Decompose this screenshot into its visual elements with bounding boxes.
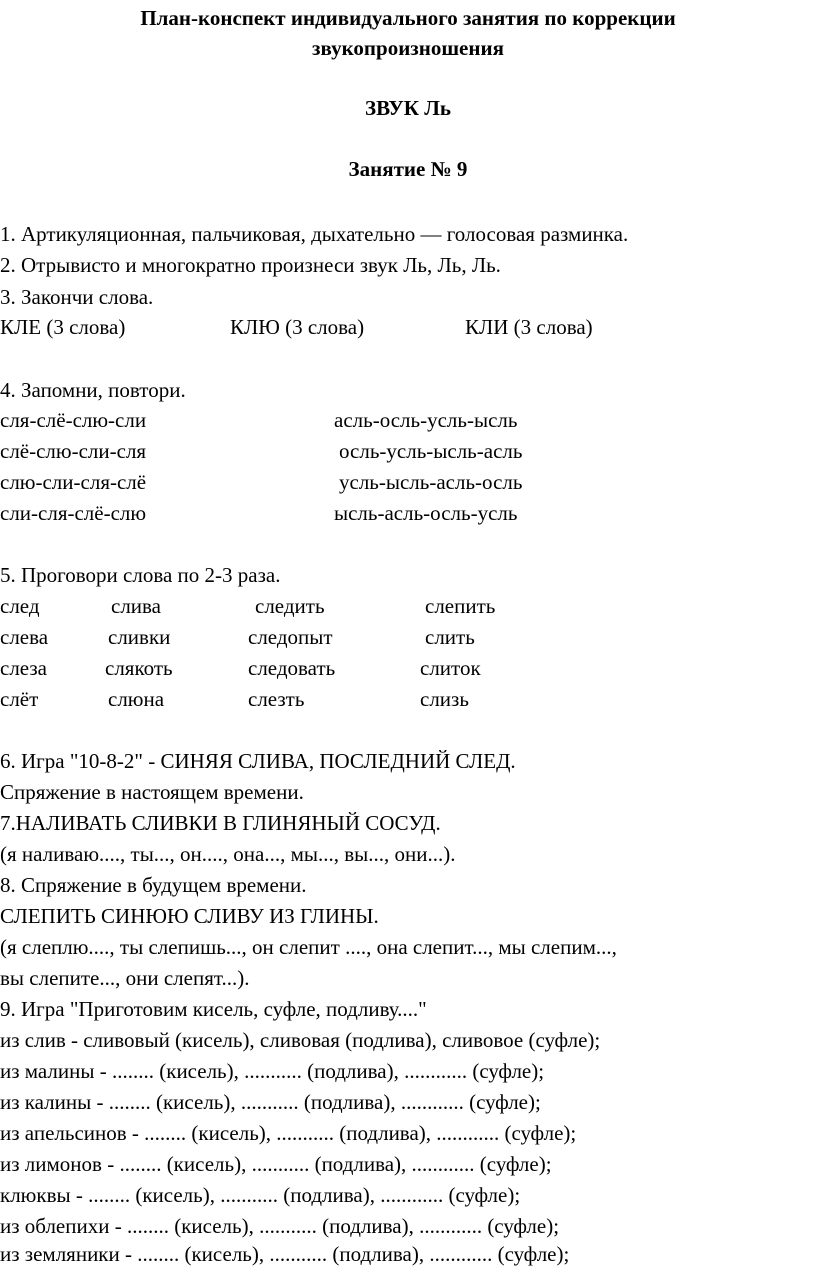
syllable-cell: сли-сля-слё-слю <box>0 501 147 525</box>
word-cell: слева <box>0 625 49 649</box>
item-9-line: из малины - ........ (кисель), ........... (подлива), ............ (суфле); <box>0 1059 545 1083</box>
item-9-line: из земляники - ........ (кисель), ........... (подлива), ............ (суфле); <box>0 1242 570 1266</box>
item-7-line: 7.НАЛИВАТЬ СЛИВКИ В ГЛИНЯНЫЙ СОСУД. <box>0 811 441 835</box>
item-8-line: вы слепите..., они слепят...). <box>0 966 250 990</box>
item-3-col: КЛЕ (3 слова) <box>0 315 126 339</box>
sound-heading: ЗВУК Ль <box>364 96 452 120</box>
item-9-heading: 9. Игра "Приготовим кисель, суфле, подливу...." <box>0 997 427 1021</box>
item-9-line: из апельсинов - ........ (кисель), ........... (подлива), ............ (суфле); <box>0 1121 577 1145</box>
document-title-line1: План-конспект индивидуального занятия по коррекции <box>140 6 676 30</box>
syllable-cell: усль-ысль-асль-осль <box>339 470 523 494</box>
word-cell: след <box>0 594 40 618</box>
document-title-line2: звукопроизношения <box>312 36 504 60</box>
word-cell: слеза <box>0 656 47 680</box>
word-cell: слиток <box>420 656 481 680</box>
item-3-col: КЛИ (3 слова) <box>465 315 593 339</box>
word-cell: слизь <box>420 687 469 711</box>
syllable-cell: слю-сли-сля-слё <box>0 470 147 494</box>
item-2: 2. Отрывисто и многократно произнеси звук Ль, Ль, Ль. <box>0 253 501 277</box>
syllable-cell: асль-осль-усль-ысль <box>334 408 518 432</box>
item-5-heading: 5. Проговори слова по 2-3 раза. <box>0 563 281 587</box>
item-8-line: (я слеплю...., ты слепишь..., он слепит ...., она слепит..., мы слепим..., <box>0 935 617 959</box>
item-8-line: 8. Спряжение в будущем времени. <box>0 873 307 897</box>
syllable-cell: сля-слё-слю-сли <box>0 408 147 432</box>
item-3-heading: 3. Закончи слова. <box>0 285 154 309</box>
item-6-line: 6. Игра "10-8-2" - СИНЯЯ СЛИВА, ПОСЛЕДНИЙ СЛЕД. <box>0 749 516 773</box>
syllable-cell: слё-слю-сли-сля <box>0 439 147 463</box>
word-cell: слякоть <box>105 656 173 680</box>
item-6-line: Спряжение в настоящем времени. <box>0 780 304 804</box>
word-cell: слить <box>425 625 475 649</box>
word-cell: слёт <box>0 687 39 711</box>
item-9-line: из облепихи - ........ (кисель), ........... (подлива), ............ (суфле); <box>0 1214 560 1238</box>
word-cell: слезть <box>248 687 305 711</box>
word-cell: слива <box>111 594 161 618</box>
word-cell: следопыт <box>248 625 333 649</box>
item-9-line: клюквы - ........ (кисель), ........... (подлива), ............ (суфле); <box>0 1183 521 1207</box>
item-3-col: КЛЮ (3 слова) <box>230 315 365 339</box>
word-cell: сливки <box>108 625 171 649</box>
syllable-cell: осль-усль-ысль-асль <box>339 439 523 463</box>
item-8-line: СЛЕПИТЬ СИНЮЮ СЛИВУ ИЗ ГЛИНЫ. <box>0 904 379 928</box>
item-7-line: (я наливаю...., ты..., он...., она..., мы..., вы..., они...). <box>0 842 456 866</box>
item-9-line: из слив - сливовый (кисель), сливовая (подлива), сливовое (суфле); <box>0 1028 601 1052</box>
lesson-heading: Занятие № 9 <box>348 157 468 181</box>
word-cell: слюна <box>108 687 165 711</box>
item-1: 1. Артикуляционная, пальчиковая, дыхательно — голосовая разминка. <box>0 222 629 246</box>
syllable-cell: ысль-асль-осль-усль <box>334 501 518 525</box>
word-cell: следовать <box>248 656 336 680</box>
item-4-heading: 4. Запомни, повтори. <box>0 378 186 402</box>
word-cell: слепить <box>425 594 496 618</box>
word-cell: следить <box>255 594 325 618</box>
item-9-line: из калины - ........ (кисель), ........... (подлива), ............ (суфле); <box>0 1090 541 1114</box>
item-9-line: из лимонов - ........ (кисель), ........... (подлива), ............ (суфле); <box>0 1152 552 1176</box>
